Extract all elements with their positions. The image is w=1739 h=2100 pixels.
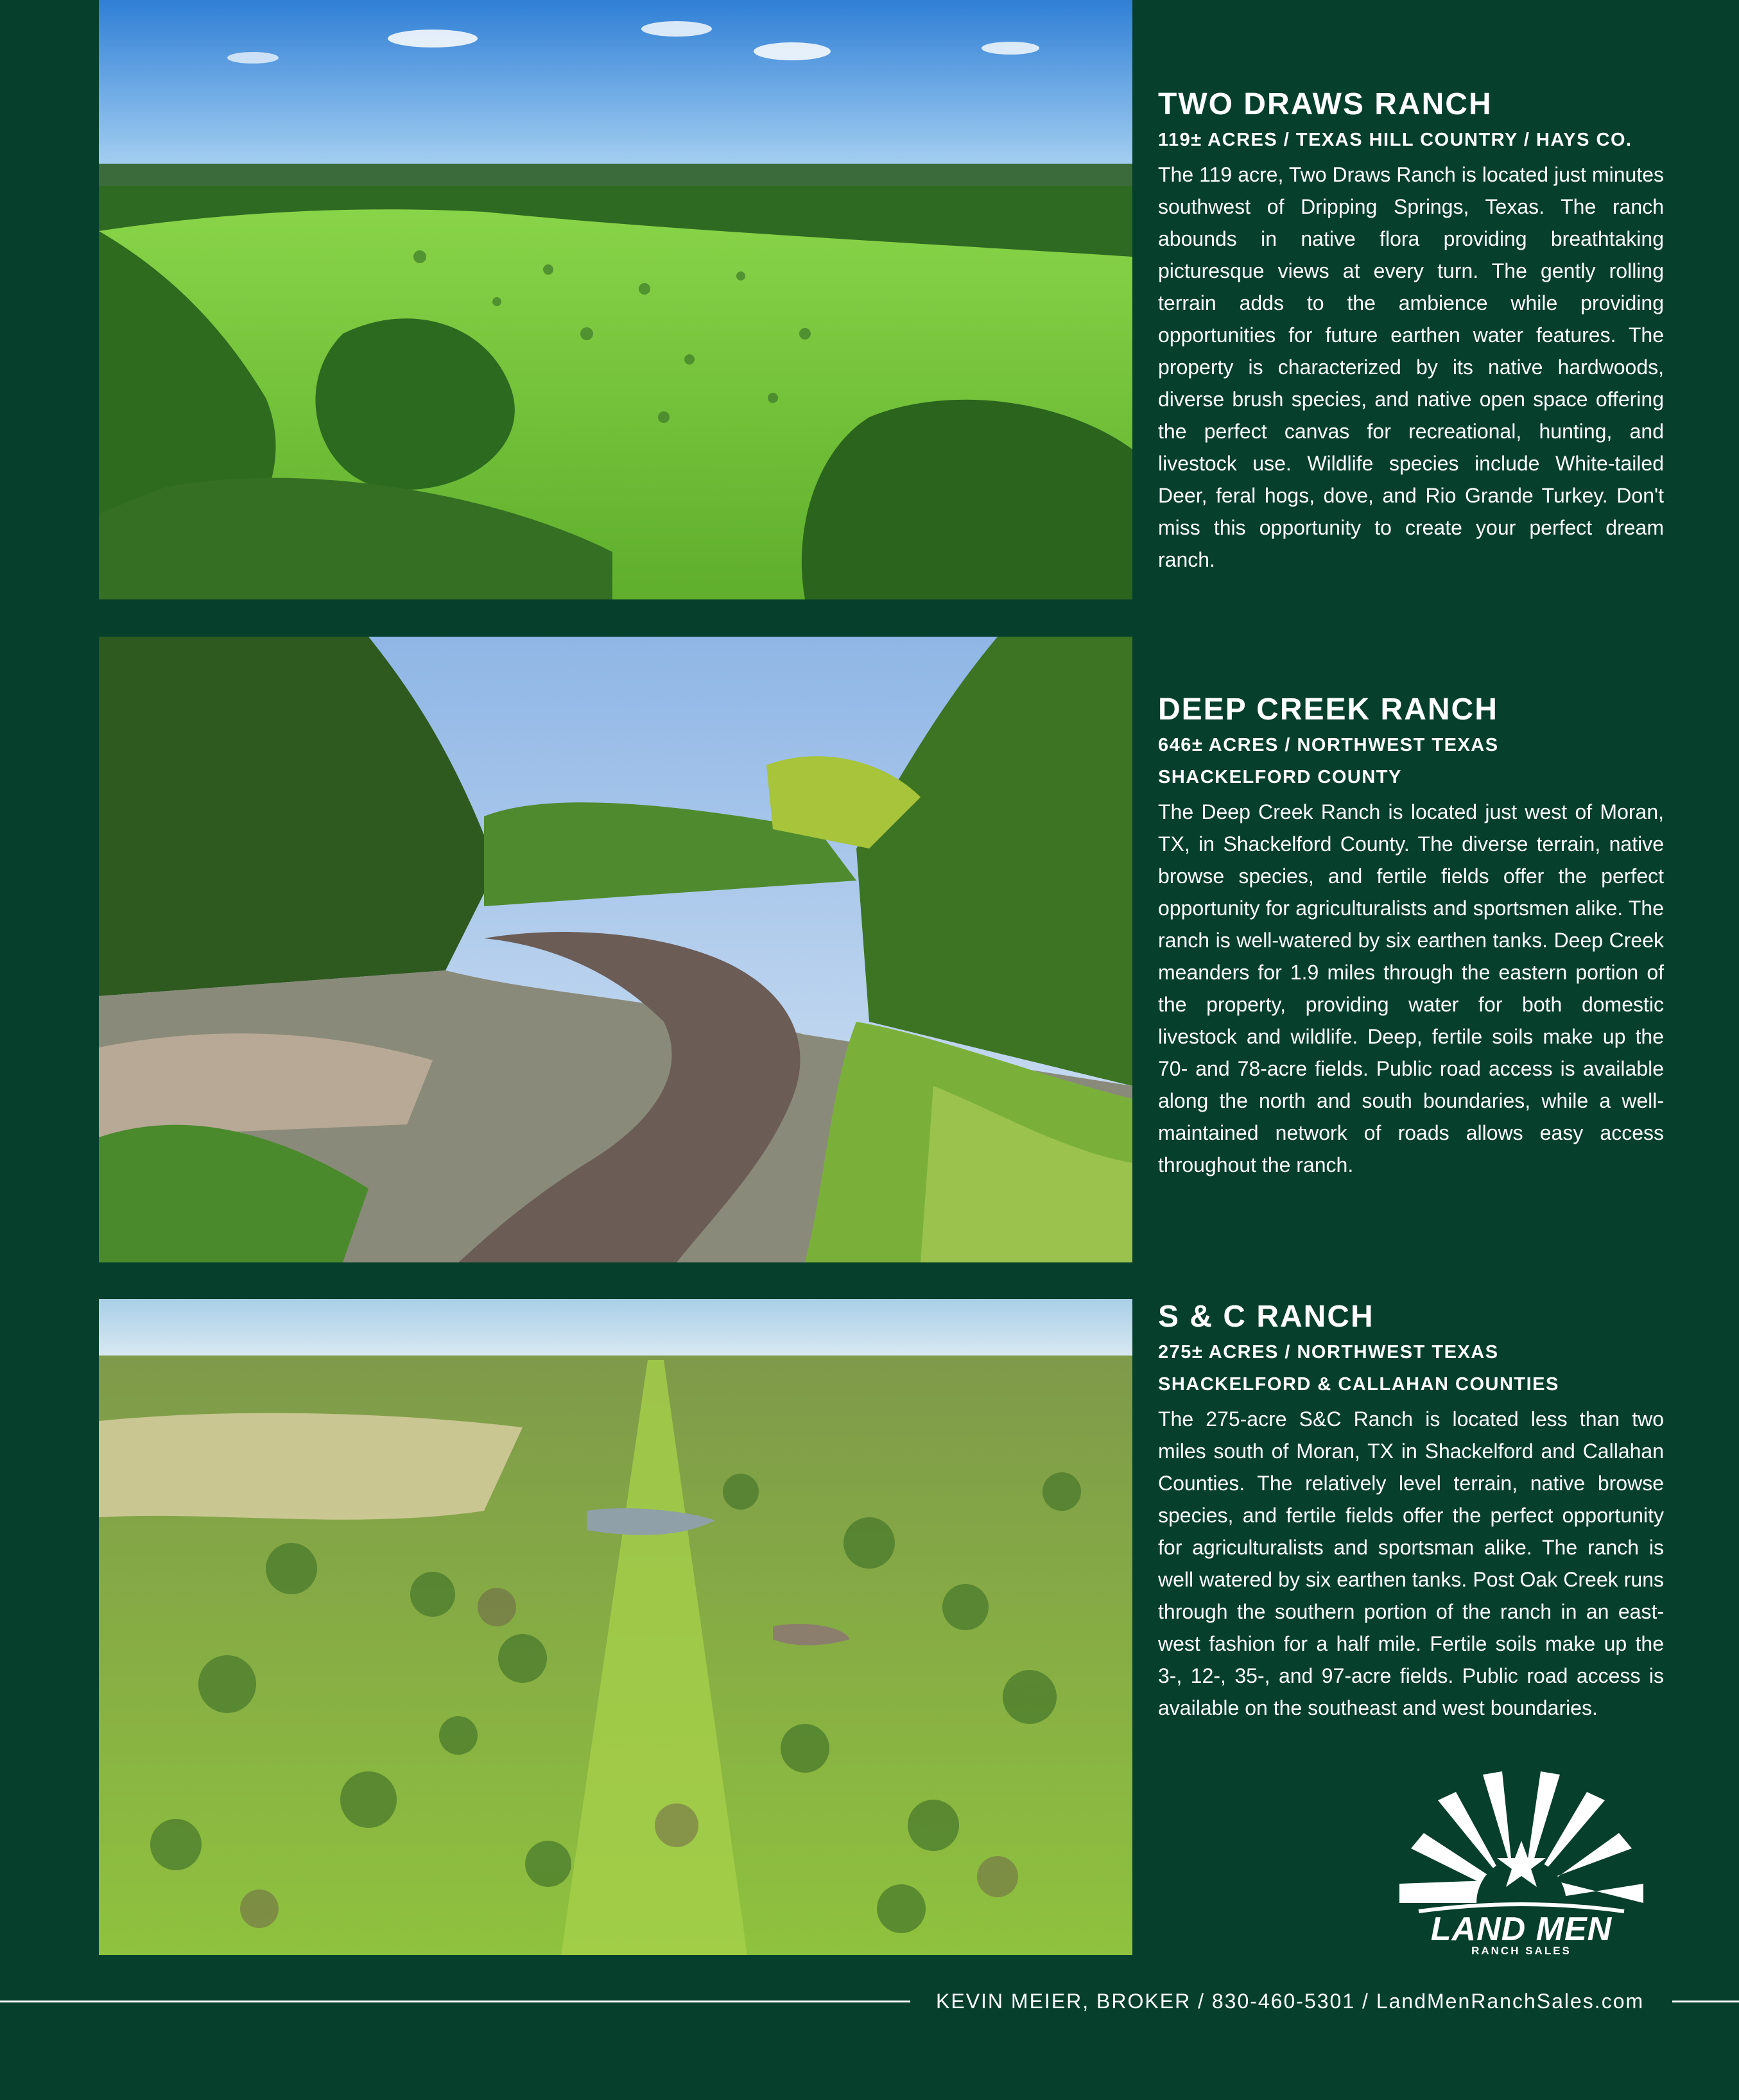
listing-title: TWO DRAWS RANCH <box>1158 87 1492 121</box>
listing-subtitle: 646± ACRES / NORTHWEST TEXAS <box>1158 735 1499 755</box>
listing-subtitle-county: SHACKELFORD COUNTY <box>1158 767 1402 788</box>
land-men-logo <box>1393 1771 1650 1958</box>
listing-title: S & C RANCH <box>1158 1300 1374 1334</box>
listing-subtitle-county: SHACKELFORD & CALLAHAN COUNTIES <box>1158 1374 1559 1395</box>
logo-brand-text: LAND MEN <box>1430 1911 1613 1948</box>
footer-contact: KEVIN MEIER, BROKER / 830-460-5301 / LandMenRanchSales.com <box>936 1990 1645 2013</box>
footer-divider-left <box>0 2001 910 2002</box>
deep-creek-ranch-photo <box>99 637 1132 1262</box>
listing-title: DEEP CREEK RANCH <box>1158 693 1498 727</box>
listing-s-and-c-ranch <box>1158 1298 1664 1724</box>
listing-description: The 119 acre, Two Draws Ranch is located just minutes southwest of Dripping Springs, Texas. The ranch abounds in native flora providing breathtaking picturesque views at every turn. The gently rolling terrain adds to the ambience while providing opportunities for future earthen water features. The property is characterized by its native hardwoods, diverse brush species, and native open space offering the perfect canvas for recreational, hunting, and livestock use. Wildlife species include White-tailed Deer, feral hogs, dove, and Rio Grande Turkey. Don't miss this opportunity to create your perfect dream ranch. <box>1158 163 1664 571</box>
listing-deep-creek-ranch <box>1158 691 1664 1181</box>
listing-subtitle: 119± ACRES / TEXAS HILL COUNTRY / HAYS CO. <box>1158 130 1632 150</box>
s-and-c-ranch-photo <box>99 1299 1132 1955</box>
two-draws-ranch-photo <box>99 0 1132 599</box>
listing-subtitle: 275± ACRES / NORTHWEST TEXAS <box>1158 1342 1499 1363</box>
listing-description: The Deep Creek Ranch is located just west of Moran, TX, in Shackelford County. The diverse terrain, native browse species, and fertile fields offer the perfect opportunity for agriculturalists and sportsmen alike. The ranch is well-watered by six earthen tanks. Deep Creek meanders for 1.9 miles through the eastern portion of the property, providing water for both domestic livestock and wildlife. Deep, fertile soils make up the 70- and 78-acre fields. Public road access is available along the north and south boundaries, while a well-maintained network of roads allows easy access throughout the ranch. <box>1158 800 1664 1176</box>
listing-two-draws-ranch <box>1158 85 1664 576</box>
logo-tagline: RANCH SALES <box>1471 1945 1571 1957</box>
footer-divider-right <box>1672 2001 1739 2002</box>
listing-description: The 275-acre S&C Ranch is located less than two miles south of Moran, TX in Shackelford and Callahan Counties. The relatively level terrain, native browse species, and fertile fields offer the perfect opportunity for agriculturalists and sportsman alike. The ranch is well watered by six earthen tanks. Post Oak Creek runs through the southern portion of the ranch in an east-west fashion for a half mile. Fertile soils make up the 3-, 12-, 35-, and 97-acre fields. Public road access is available on the southeast and west boundaries. <box>1158 1407 1664 1719</box>
